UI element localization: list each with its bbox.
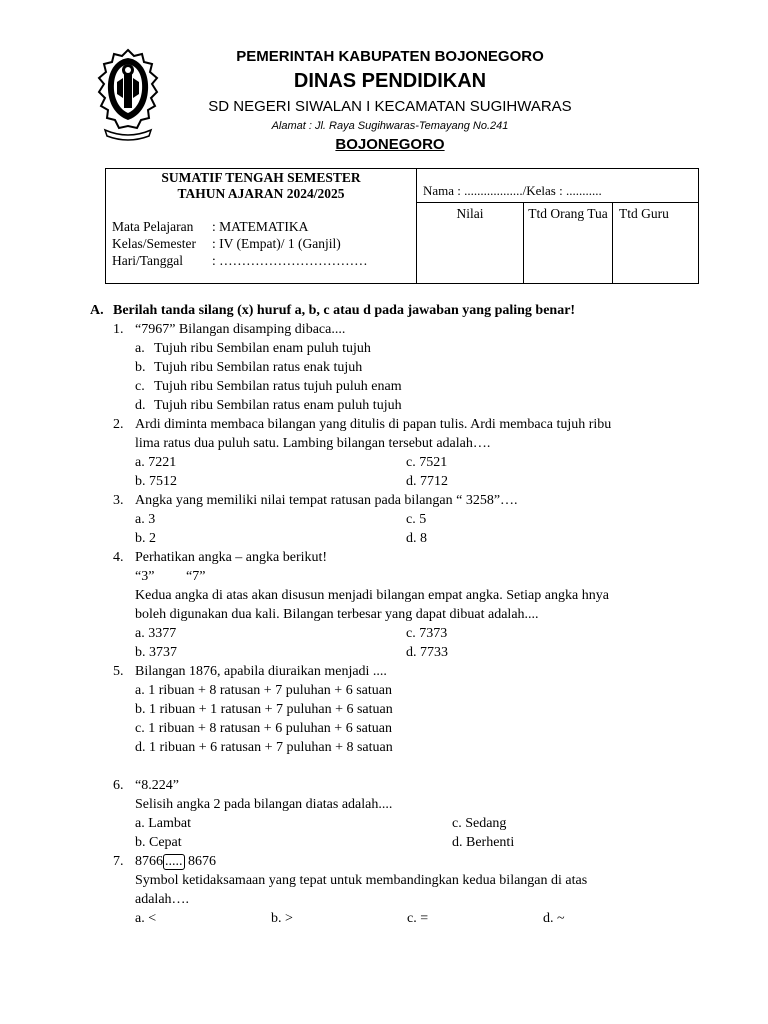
option-c[interactable]: c. 5 <box>406 512 427 527</box>
option-a[interactable]: a. 3377 <box>135 626 177 641</box>
question-7: 7. 8766 ..... 8676 Symbol ketidaksamaan yang tepat untuk membandingkan kedua bilangan di atas adalah…. a. < b. > c. = d. ~ <box>0 852 768 928</box>
teacher-signature-column: Ttd Guru <box>613 203 699 284</box>
question-6: 6. “8.224” Selisih angka 2 pada bilangan diatas adalah.... a. Lambat c. Sedang b. Cepat d. Berhenti <box>0 776 768 852</box>
option-b[interactable]: b. 7512 <box>135 474 177 489</box>
option-c[interactable]: c. Tujuh ribu Sembilan ratus tujuh puluh enam <box>135 379 402 394</box>
option-d[interactable]: d. 7733 <box>406 645 448 660</box>
option-d[interactable]: d. 8 <box>406 531 427 546</box>
option-b[interactable]: b. 2 <box>135 531 156 546</box>
option-d[interactable]: d. 7712 <box>406 474 448 489</box>
parent-signature-column: Ttd Orang Tua <box>524 203 613 284</box>
option-a[interactable]: a. 7221 <box>135 455 177 470</box>
question-text: adalah…. <box>135 892 190 907</box>
question-1: 1. “7967” Bilangan disamping dibaca.... a. Tujuh ribu Sembilan enam puluh tujuh b. Tujuh ribu Sembilan ratus enak tujuh c. Tujuh ribu Sembilan ratus tujuh puluh enam d. Tujuh ribu Sembilan ratus enam puluh tujuh <box>0 320 768 415</box>
option-b[interactable]: b. Tujuh ribu Sembilan ratus enak tujuh <box>135 360 363 375</box>
option-a[interactable]: a. 1 ribuan + 8 ratusan + 7 puluhan + 6 satuan <box>135 683 392 698</box>
section-instruction: A. Berilah tanda silang (x) huruf a, b, c atau d pada jawaban yang paling benar! <box>90 303 576 318</box>
spacer <box>0 757 768 776</box>
question-2: 2. Ardi diminta membaca bilangan yang ditulis di papan tulis. Ardi membaca tujuh ribu lima ratus dua puluh satu. Lambing bilangan tersebut adalah…. a. 7221 c. 7521 b. 7512 d. 7712 <box>0 415 768 491</box>
question-text: Perhatikan angka – angka berikut! <box>135 550 328 565</box>
option-d[interactable]: d. Tujuh ribu Sembilan ratus enam puluh tujuh <box>135 398 402 413</box>
comparison-line: 8766 ..... 8676 <box>135 854 216 869</box>
option-b[interactable]: b. 3737 <box>135 645 177 660</box>
option-b[interactable]: b. > <box>271 911 293 926</box>
option-d[interactable]: d. 1 ribuan + 6 ratusan + 7 puluhan + 8 satuan <box>135 740 393 755</box>
digits-line: “3” “7” <box>135 569 206 584</box>
option-a[interactable]: a. < <box>135 911 157 926</box>
date-label: Hari/Tanggal <box>112 253 184 268</box>
option-c[interactable]: c. 7373 <box>406 626 448 641</box>
question-3: 3. Angka yang memiliki nilai tempat ratusan pada bilangan “ 3258”…. a. 3 c. 5 b. 2 d. 8 <box>0 491 768 548</box>
question-text: Ardi diminta membaca bilangan yang ditulis di papan tulis. Ardi membaca tujuh ribu <box>135 417 612 432</box>
option-c[interactable]: c. 1 ribuan + 8 ratusan + 6 puluhan + 6 satuan <box>135 721 392 736</box>
city-name: BOJONEGORO <box>335 136 445 153</box>
question-4: 4. Perhatikan angka – angka berikut! “3” “7” Kedua angka di atas akan disusun menjadi bilangan empat angka. Setiap angka hnya boleh digunakan dua kali. Bilangan terbesar yang dapat dibuat adalah.... a. 3377 c. 7373 b. 3737 d. 7733 <box>0 548 768 662</box>
option-c[interactable]: c. Sedang <box>452 816 507 831</box>
question-number-value: “8.224” <box>135 778 179 793</box>
question-text: boleh digunakan dua kali. Bilangan terbesar yang dapat dibuat adalah.... <box>135 607 539 622</box>
question-text: Symbol ketidaksamaan yang tepat untuk membandingkan kedua bilangan di atas <box>135 873 588 888</box>
question-5: 5. Bilangan 1876, apabila diuraikan menjadi .... a. 1 ribuan + 8 ratusan + 7 puluhan + 6 satuan b. 1 ribuan + 1 ratusan + 7 puluhan + 6 satuan c. 1 ribuan + 8 ratusan + 6 puluhan + 6 satuan d. 1 ribuan + 6 ratusan + 7 puluhan + 8 satuan <box>0 662 768 757</box>
score-column: Nilai <box>417 203 524 284</box>
subject-value: : MATEMATIKA <box>212 219 309 234</box>
date-value: : …………………………… <box>212 253 368 268</box>
question-text: Kedua angka di atas akan disusun menjadi bilangan empat angka. Setiap angka hnya <box>135 588 609 603</box>
class-value: : IV (Empat)/ 1 (Ganjil) <box>212 236 341 251</box>
regency-emblem-logo <box>97 48 159 144</box>
answer-box[interactable]: ..... <box>165 854 183 869</box>
subject-label: Mata Pelajaran <box>112 219 194 234</box>
class-label: Kelas/Semester <box>112 236 196 251</box>
government-name: PEMERINTAH KABUPATEN BOJONEGORO <box>236 48 544 65</box>
school-name: SD NEGERI SIWALAN I KECAMATAN SUGIHWARAS <box>208 98 572 115</box>
school-address: Alamat : Jl. Raya Sugihwaras-Temayang No.241 <box>271 120 509 132</box>
question-text: lima ratus dua puluh satu. Lambing bilangan tersebut adalah…. <box>135 436 491 451</box>
option-c[interactable]: c. 7521 <box>406 455 448 470</box>
exam-details-cell <box>106 169 417 284</box>
option-d[interactable]: d. Berhenti <box>452 835 515 850</box>
option-a[interactable]: a. Lambat <box>135 816 191 831</box>
exam-info-table <box>105 168 699 284</box>
option-b[interactable]: b. Cepat <box>135 835 182 850</box>
question-text: Selisih angka 2 pada bilangan diatas adalah.... <box>135 797 393 812</box>
exam-meta <box>112 218 368 269</box>
questions <box>0 301 768 928</box>
question-text: “7967” Bilangan disamping dibaca.... <box>135 322 346 337</box>
exam-title: SUMATIF TENGAH SEMESTER TAHUN AJARAN 2024/2025 <box>161 170 361 201</box>
option-c[interactable]: c. = <box>407 911 429 926</box>
option-b[interactable]: b. 1 ribuan + 1 ratusan + 7 puluhan + 6 satuan <box>135 702 393 717</box>
agency-name: DINAS PENDIDIKAN <box>293 70 487 92</box>
question-text: Bilangan 1876, apabila diuraikan menjadi .... <box>135 664 387 679</box>
option-a[interactable]: a. 3 <box>135 512 156 527</box>
student-name-field[interactable]: Nama : ................../Kelas : ........... <box>417 169 699 203</box>
option-d[interactable]: d. ~ <box>543 911 565 926</box>
option-a[interactable]: a. Tujuh ribu Sembilan enam puluh tujuh <box>135 341 371 356</box>
question-text: Angka yang memiliki nilai tempat ratusan pada bilangan “ 3258”…. <box>135 493 518 508</box>
